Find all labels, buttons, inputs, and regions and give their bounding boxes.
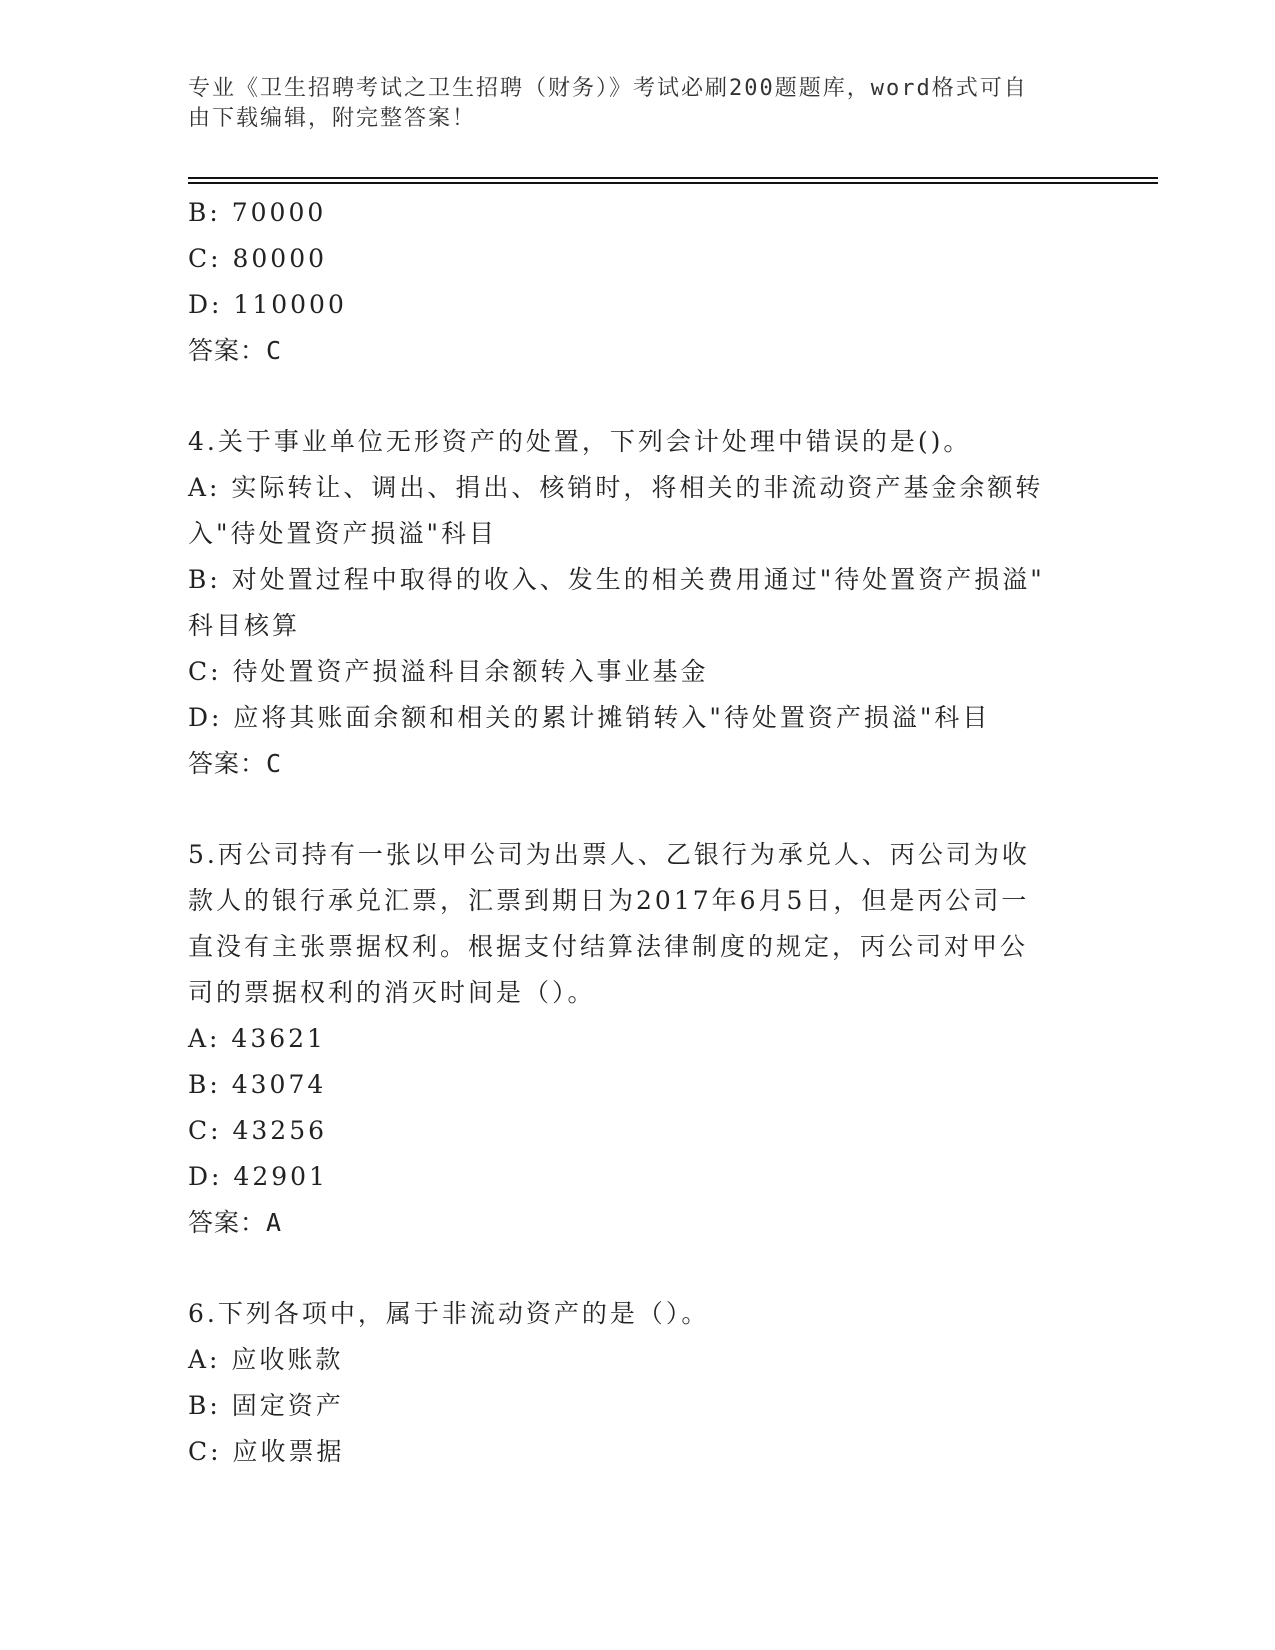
option-a-line-2: 入"待处置资产损溢"科目: [188, 519, 497, 548]
header-divider-bottom: [188, 182, 1158, 184]
header-line-1: 专业《卫生招聘考试之卫生招聘（财务）》考试必刷200题题库，word格式可自: [188, 76, 1028, 101]
option-b: B: 43074: [188, 1070, 327, 1099]
option-a: A: 应收账款: [188, 1345, 344, 1374]
question-5: [188, 832, 1088, 1246]
option-b: B: 70000: [188, 198, 327, 227]
spacer: [188, 1246, 1088, 1291]
option-c: C: 待处置资产损溢科目余额转入事业基金: [188, 657, 709, 686]
question-stem: 6.下列各项中，属于非流动资产的是（）。: [188, 1299, 710, 1328]
document-header: [188, 74, 1088, 134]
header-line-2: 由下载编辑，附完整答案！: [188, 106, 477, 131]
option-d: D: 应将其账面余额和相关的累计摊销转入"待处置资产损溢"科目: [188, 703, 991, 732]
question-stem-line-3: 直没有主张票据权利。根据支付结算法律制度的规定，丙公司对甲公: [188, 932, 1029, 961]
question-stem-line-4: 司的票据权利的消灭时间是（）。: [188, 978, 596, 1007]
question-3: [188, 190, 1088, 374]
question-6: [188, 1291, 1088, 1475]
question-4: [188, 419, 1088, 787]
option-a: A: 43621: [188, 1024, 326, 1053]
option-d: D: 110000: [188, 290, 347, 319]
option-c: C: 80000: [188, 244, 328, 273]
question-list: [188, 190, 1088, 1475]
option-c: C: 应收票据: [188, 1437, 345, 1466]
option-b-line-1: B: 对处置过程中取得的收入、发生的相关费用通过"待处置资产损溢": [188, 565, 1045, 594]
question-stem: 4.关于事业单位无形资产的处置，下列会计处理中错误的是()。: [188, 427, 972, 456]
answer: 答案：C: [188, 749, 283, 778]
option-a-line-1: A: 实际转让、调出、捐出、核销时，将相关的非流动资产基金余额转: [188, 473, 1044, 502]
option-b-line-2: 科目核算: [188, 611, 301, 640]
question-stem-line-2: 款人的银行承兑汇票，汇票到期日为2017年6月5日，但是丙公司一: [188, 886, 1030, 915]
option-d: D: 42901: [188, 1162, 328, 1191]
option-b: B: 固定资产: [188, 1391, 344, 1420]
header-divider-top: [188, 177, 1158, 179]
spacer: [188, 374, 1088, 419]
answer: 答案：A: [188, 1208, 283, 1237]
spacer: [188, 787, 1088, 832]
option-c: C: 43256: [188, 1116, 328, 1145]
answer: 答案：C: [188, 336, 283, 365]
question-stem-line-1: 5.丙公司持有一张以甲公司为出票人、乙银行为承兑人、丙公司为收: [188, 840, 1030, 869]
